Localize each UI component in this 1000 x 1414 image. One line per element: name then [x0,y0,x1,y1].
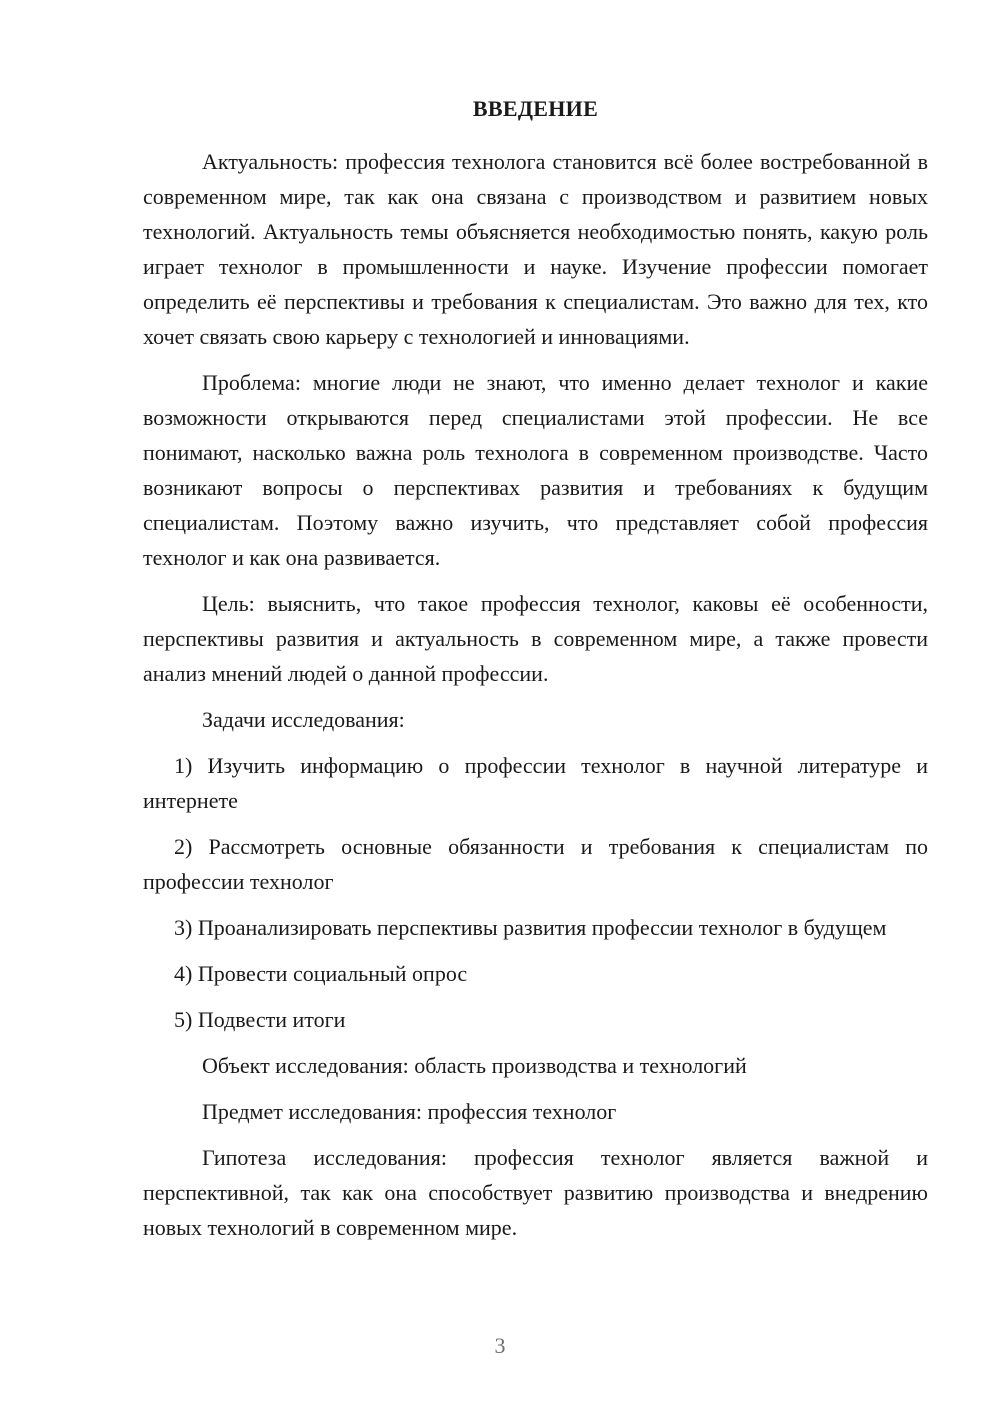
task-item-1: 1) Изучить информацию о профессии технолог в научной литературе и интернете [143,753,928,813]
task-item-5: 5) Подвести итоги [174,1007,346,1032]
section-title: ВВЕДЕНИЕ [472,96,599,121]
task-item-4: 4) Провести социальный опрос [174,961,468,986]
goal-paragraph: Цель: выяснить, что такое профессия технолог, каковы её особенности, перспективы развития и актуальность в современном мире, а также провести анализ мнений людей о данной профессии. [143,591,928,686]
page-number: 3 [494,1333,506,1358]
task-item-3: 3) Проанализировать перспективы развития профессии технолог в будущем [174,915,887,940]
hypothesis-paragraph: Гипотеза исследования: профессия технолог является важной и перспективной, так как она способствует развитию производства и внедрению новых технологий в современном мире. [143,1145,928,1240]
task-item-2: 2) Рассмотреть основные обязанности и требования к специалистам по профессии технолог [143,834,928,894]
tasks-heading: Задачи исследования: [202,707,405,732]
document-page [143,92,928,1256]
problem-paragraph: Проблема: многие люди не знают, что именно делает технолог и какие возможности открываются перед специалистами этой профессии. Не все понимают, насколько важна роль технолога в современном производстве. Часто возникают вопросы о перспективах развития и требованиях к будущим специалистам. Поэтому важно изучить, что представляет собой профессия технолог и как она развивается. [143,370,928,570]
object-paragraph: Объект исследования: область производства и технологий [202,1053,747,1078]
subject-paragraph: Предмет исследования: профессия технолог [202,1099,617,1124]
relevance-paragraph: Актуальность: профессия технолога становится всё более востребованной в современном мире, так как она связана с производством и развитием новых технологий. Актуальность темы объясняется необходимостью понять, какую роль играет технолог в промышленности и науке. Изучение профессии помогает определить её перспективы и требования к специалистам. Это важно для тех, кто хочет связать свою карьеру с технологией и инновациями. [143,149,928,349]
